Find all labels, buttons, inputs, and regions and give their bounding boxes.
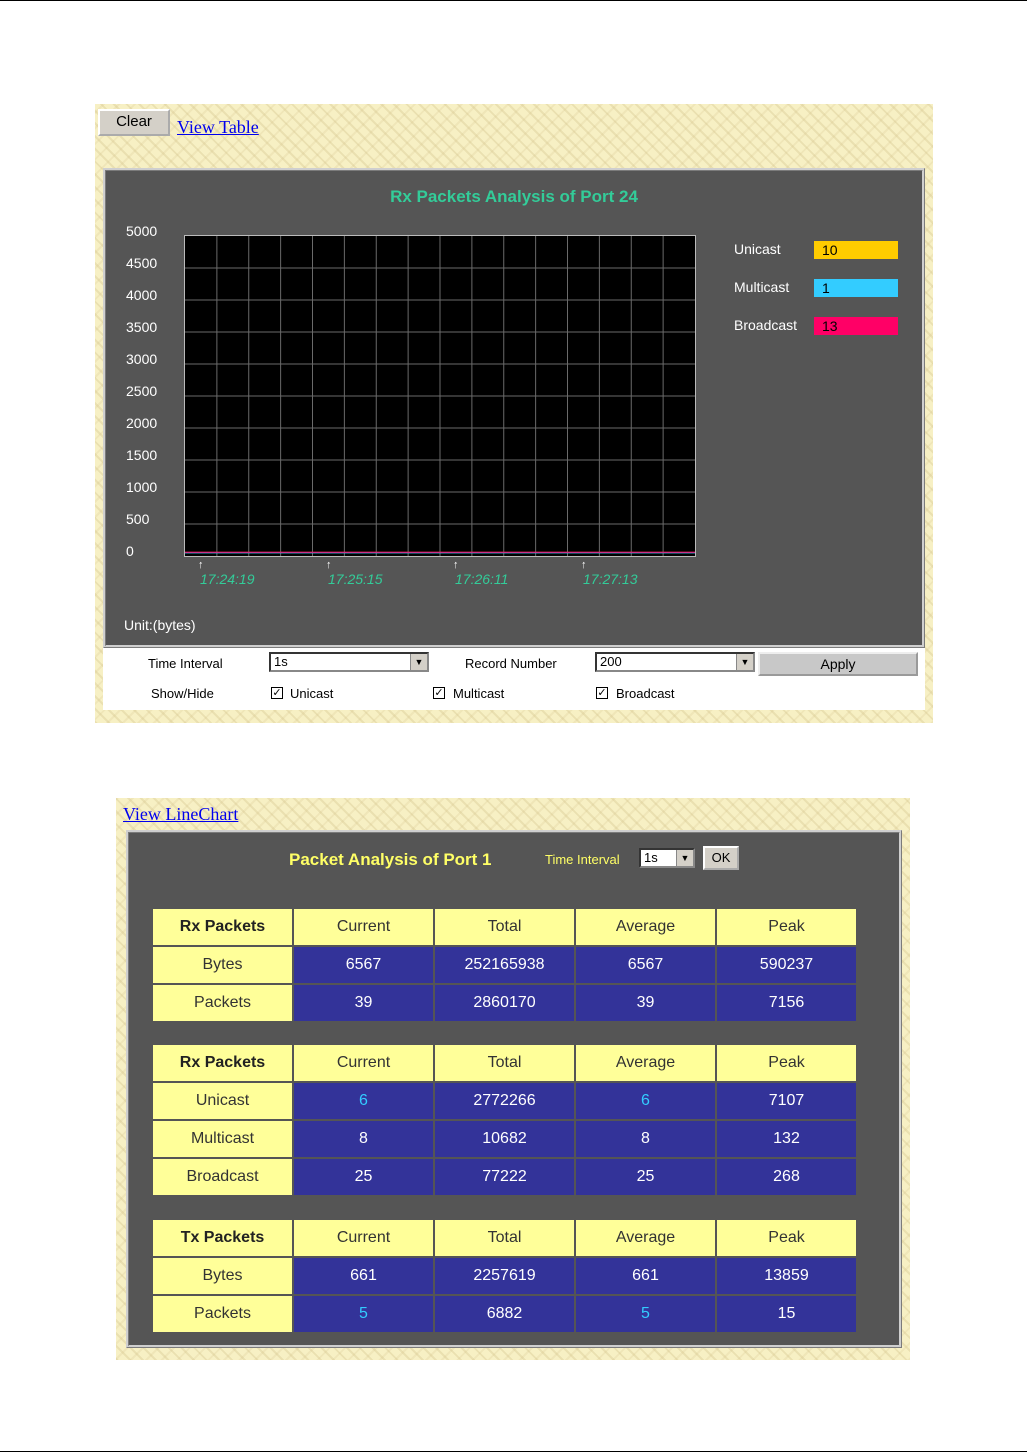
clear-button[interactable]: Clear: [98, 109, 170, 136]
x-tick-label: 17:25:15: [328, 571, 383, 587]
y-tick-label: 4000: [126, 287, 158, 303]
broadcast-checkbox-label: Broadcast: [616, 686, 675, 701]
value-cell: 7107: [717, 1083, 856, 1119]
value-cell: 590237: [717, 947, 856, 983]
x-tick-arrow: ↑: [453, 559, 459, 571]
value-cell: 6: [294, 1083, 433, 1119]
value-cell: 252165938: [435, 947, 574, 983]
table-row: [153, 1258, 856, 1294]
table-row: [153, 1296, 856, 1332]
chart-title: Rx Packets Analysis of Port 24: [390, 187, 638, 206]
record-number-label: Record Number: [465, 656, 557, 671]
y-tick-label: 0: [126, 543, 134, 559]
header-cell: Average: [576, 909, 715, 945]
row-label: Bytes: [153, 1258, 292, 1294]
chart-frame: [103, 168, 925, 648]
time-interval-value: 1s: [274, 654, 288, 669]
value-cell: 5: [576, 1296, 715, 1332]
header-cell: Rx Packets: [153, 909, 292, 945]
time-interval-select[interactable]: [269, 652, 429, 672]
value-cell: 39: [576, 985, 715, 1021]
ok-button[interactable]: OK: [703, 846, 739, 870]
value-cell: 25: [576, 1159, 715, 1195]
row-label: Packets: [153, 985, 292, 1021]
value-cell: 8: [576, 1121, 715, 1157]
header-cell: Total: [435, 1045, 574, 1081]
value-cell: 132: [717, 1121, 856, 1157]
value-cell: 8: [294, 1121, 433, 1157]
header-cell: Total: [435, 909, 574, 945]
chevron-down-icon[interactable]: ▼: [676, 850, 693, 866]
header-cell: Average: [576, 1045, 715, 1081]
row-label: Broadcast: [153, 1159, 292, 1195]
row-label: Bytes: [153, 947, 292, 983]
table-row: [153, 947, 856, 983]
value-cell: 6567: [294, 947, 433, 983]
x-tick-label: 17:26:11: [455, 571, 509, 587]
chart-controls: [103, 648, 925, 710]
plot-area: [184, 235, 696, 557]
x-tick-arrow: ↑: [326, 559, 332, 571]
value-cell: 268: [717, 1159, 856, 1195]
header-cell: Peak: [717, 909, 856, 945]
tx-bytes-packets-table: [151, 1218, 858, 1334]
row-label: Packets: [153, 1296, 292, 1332]
legend-label-unicast: Unicast: [734, 241, 781, 257]
value-cell: 39: [294, 985, 433, 1021]
header-cell: Average: [576, 1220, 715, 1256]
y-tick-label: 1000: [126, 479, 158, 495]
value-cell: 661: [576, 1258, 715, 1294]
value-cell: 2860170: [435, 985, 574, 1021]
value-cell: 15: [717, 1296, 856, 1332]
chevron-down-icon[interactable]: ▼: [410, 654, 427, 670]
header-cell: Peak: [717, 1045, 856, 1081]
multicast-checkbox-label: Multicast: [453, 686, 505, 701]
x-tick-label: 17:24:19: [200, 571, 255, 587]
header-cell: Current: [294, 1045, 433, 1081]
y-tick-label: 3000: [126, 351, 158, 367]
value-cell: 6882: [435, 1296, 574, 1332]
y-tick-label: 4500: [126, 255, 158, 271]
y-tick-label: 3500: [126, 319, 158, 335]
y-tick-label: 1500: [126, 447, 158, 463]
header-cell: Total: [435, 1220, 574, 1256]
multicast-checkbox[interactable]: ✓: [434, 687, 444, 699]
legend-value-broadcast: 13: [814, 317, 898, 335]
table-row: [153, 985, 856, 1021]
unicast-checkbox-label: Unicast: [290, 686, 334, 701]
header-cell: Current: [294, 909, 433, 945]
table-header-row: [153, 909, 856, 945]
legend-label-multicast: Multicast: [734, 279, 790, 295]
value-cell: 2772266: [435, 1083, 574, 1119]
packet-table-panel: [116, 798, 910, 1360]
value-cell: 77222: [435, 1159, 574, 1195]
table-row: [153, 1121, 856, 1157]
broadcast-checkbox[interactable]: ✓: [597, 687, 607, 699]
legend-value-unicast: 10: [814, 241, 898, 259]
legend-label-broadcast: Broadcast: [734, 317, 798, 333]
legend-value-multicast: 1: [814, 279, 898, 297]
y-tick-label: 500: [126, 511, 150, 527]
value-cell: 13859: [717, 1258, 856, 1294]
time-interval-value: 1s: [644, 850, 658, 865]
value-cell: 7156: [717, 985, 856, 1021]
chevron-down-icon[interactable]: ▼: [736, 654, 753, 670]
value-cell: 25: [294, 1159, 433, 1195]
record-number-value: 200: [600, 654, 622, 669]
header-cell: Rx Packets: [153, 1045, 292, 1081]
x-tick-arrow: ↑: [198, 559, 204, 571]
header-cell: Tx Packets: [153, 1220, 292, 1256]
header-cell: Peak: [717, 1220, 856, 1256]
plot-grid: [185, 236, 695, 556]
table-frame: [126, 830, 902, 1348]
record-number-select[interactable]: [595, 652, 755, 672]
value-cell: 6567: [576, 947, 715, 983]
table-header-row: [153, 1220, 856, 1256]
rx-cast-table: [151, 1043, 858, 1197]
value-cell: 2257619: [435, 1258, 574, 1294]
time-interval-label: Time Interval: [148, 656, 223, 671]
view-linechart-link[interactable]: View LineChart: [123, 804, 239, 824]
rx-bytes-packets-table: [151, 907, 858, 1023]
y-tick-label: 2500: [126, 383, 158, 399]
y-tick-label: 5000: [126, 223, 158, 239]
value-cell: 5: [294, 1296, 433, 1332]
show-hide-label: Show/Hide: [151, 686, 214, 701]
page-bottom-rule: [0, 1451, 1027, 1452]
unicast-checkbox[interactable]: ✓: [272, 687, 282, 699]
time-interval-select[interactable]: [639, 848, 695, 868]
table-title: Packet Analysis of Port 1: [289, 850, 492, 869]
value-cell: 661: [294, 1258, 433, 1294]
y-tick-label: 2000: [126, 415, 158, 431]
row-label: Unicast: [153, 1083, 292, 1119]
view-table-link[interactable]: View Table: [177, 117, 259, 137]
header-cell: Current: [294, 1220, 433, 1256]
table-row: [153, 1159, 856, 1195]
x-tick-label: 17:27:13: [583, 571, 638, 587]
time-interval-label: Time Interval: [545, 852, 620, 867]
value-cell: 10682: [435, 1121, 574, 1157]
row-label: Multicast: [153, 1121, 292, 1157]
table-row: [153, 1083, 856, 1119]
value-cell: 6: [576, 1083, 715, 1119]
table-header-row: [153, 1045, 856, 1081]
line-chart-panel: [95, 104, 933, 723]
x-tick-arrow: ↑: [581, 559, 587, 571]
apply-button[interactable]: Apply: [758, 652, 918, 676]
page-top-rule: [0, 0, 1027, 1]
unit-label: Unit:(bytes): [124, 617, 196, 633]
